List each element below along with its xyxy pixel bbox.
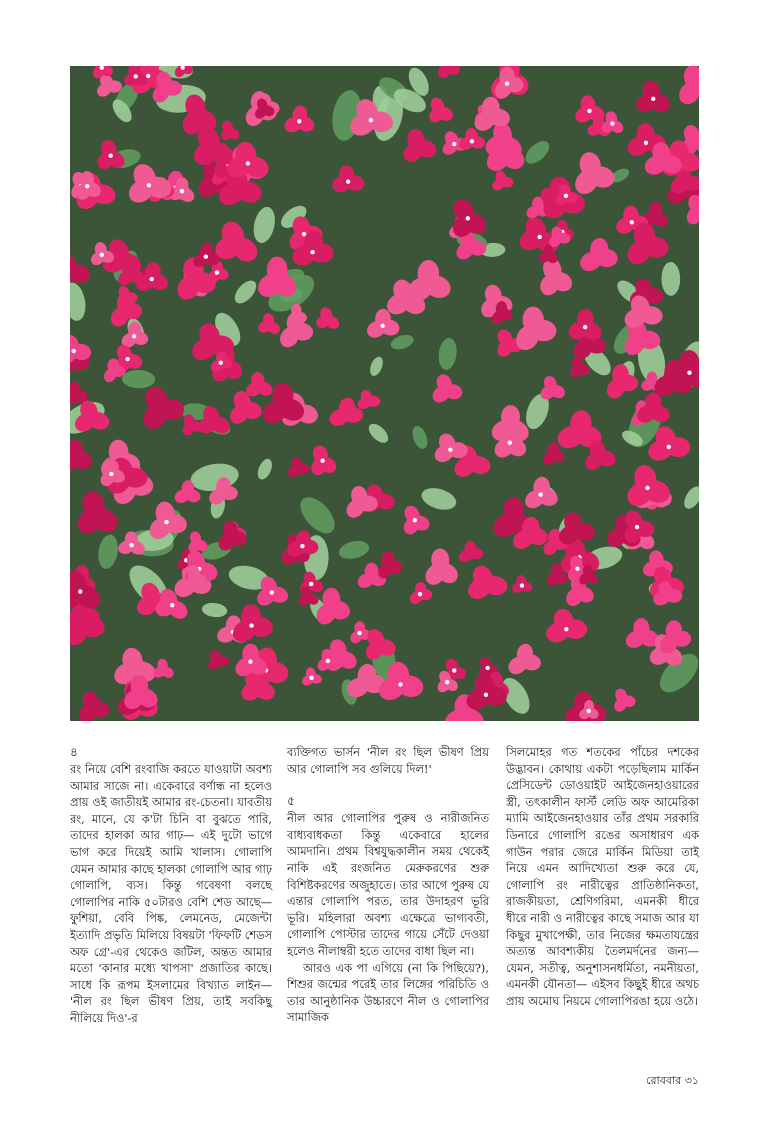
- paragraph: সিলমোহর গত শতকের পাঁচের দশকের উদ্ভাবন। কোথায় একটা পড়েছিলাম মার্কিন প্রেসিডেন্ট ডোওয়াইট আইজেনহাওয়ারের স্ত্রী, তৎকালীন ফার্স্ট লেডি অফ আমেরিকা ম্যামি আইজেনহাওয়ার তাঁর প্রথম সরকারি ডিনারে গোলাপি রঙের অসাধারণ এক গাউন পরার জেরে মার্কিন মিডিয়া তাই নিয়ে এমন আদিখ্যেতা শুরু করে যে, গোলাপি রং নারীত্বের প্রাতিষ্ঠানিকতা, রাজকীয়তা, শ্রেণিগরিমা, এমনকী ধীরে ধীরে নারী ও নারীত্বের কাছে সমাজ আর যা কিছুর মুখাপেক্ষী, তার নিজের ক্ষমতাযন্ত্রের অত্যন্ত আবশ্যকীয় তৈলমর্দনের জন্য— যেমন, সতীত্ব, অনুশাসনধর্মিতা, নমনীয়তা, এমনকী যৌনতা— এইসব কিছুই ধীরে অথচ প্রায় অমোঘ নিয়মে গোলাপিরঙা হয়ে ওঠে।: [506, 745, 699, 1008]
- article-column-2: [287, 744, 489, 1026]
- section-number: ৪: [70, 745, 78, 759]
- paragraph: রং নিয়ে বেশি রংবাজি করতে যাওয়াটা অবশ্য আমার সাজে না। একেবারে বর্ণান্ধ না হলেও প্রায় ওই জাতীয়ই আমার রং-চেতনা। যাবতীয় রং, মানে, যে ক'টা চিনি বা বুঝতে পারি, তাদের হালকা আর গাঢ়— এই দুটো ভাগে ভাগ করে দিয়েই আমি খালাস। গোলাপি যেমন আমার কাছে হালকা গোলাপি আর গাঢ় গোলাপি, ব্যস। কিন্তু গবেষণা বলছে গোলাপির নাকি ৫০টারও বেশি শেড আছে— ফুশিয়া, বেবি পিঙ্ক, লেমনেড, মেজেন্টা ইত্যাদি প্রভৃতি মিলিয়ে বিষয়টা 'ফিফটি শেডস অফ গ্রে'-এর থেকেও জটিল, অন্তত আমার মতো 'কানার মধ্যে খাপসা' প্রজাতির কাছে। সাধে কি রূপম ইসলামের বিখ্যাত লাইন— 'নীল রং ছিল ভীষণ প্রিয়, তাই সবকিছু নীলিয়ে দিও'-র: [70, 762, 272, 1025]
- paragraph: নীল আর গোলাপির পুরুষ ও নারীজনিত বাধ্যবাধকতা কিন্তু একেবারে হালের আমদানি। প্রথম বিশ্বযুদ্ধকালীন সময় থেকেই নাকি এই রংজনিত মেরুকরণের শুরু বিশিষ্টকরণের অজুহাতে। তার আগে পুরুষ যে এন্তার গোলাপি পরত, তার উদাহরণ ভূরি ভূরি। মহিলারা অবশ্য এক্ষেত্রে ভাগ্যবতী, গোলাপি পোস্টার তাদের গায়ে সেঁটে দেওয়া হলেও নীলাম্বরী হতে তাদের বাধা ছিল না।: [287, 811, 489, 958]
- bougainvillea-photo: [70, 66, 699, 721]
- article-column-3: [506, 744, 699, 1010]
- section-number: ৫: [287, 794, 295, 809]
- article-column-1: [70, 744, 272, 1027]
- paragraph: ব্যক্তিগত ভার্সন 'নীল রং ছিল ভীষণ প্রিয় আর গোলাপি সব গুলিয়ে দিল!': [287, 745, 489, 776]
- page-folio: রোববার ৩১: [646, 1074, 699, 1087]
- bougainvillea-flowers-icon: [70, 66, 699, 721]
- paragraph: আরও এক পা এগিয়ে (না কি পিছিয়ে?), শিশুর জন্মের পরেই তার লিঙ্গের পরিচিতি ও তার আনুষ্ঠানিক উচ্চারণে নীল ও গোলাপির সামাজিক: [287, 960, 489, 1025]
